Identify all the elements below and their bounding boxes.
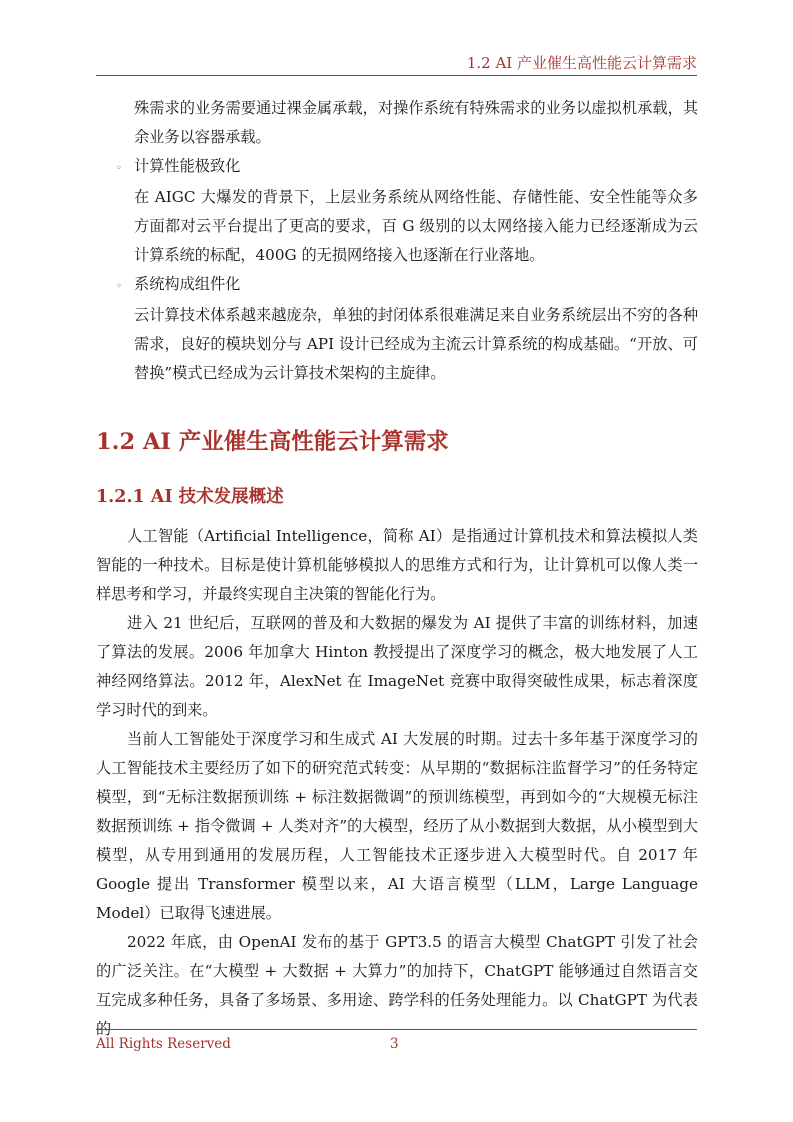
body-paragraph: 2022 年底，由 OpenAI 发布的基于 GPT3.5 的语言大模型 ChatGPT 引发了社会的广泛关注。在“大模型 + 大数据 + 大算力”的加持下，ChatGPT 能够通过自然语言交互完成多种任务，具备了多场景、多用途、跨学科的任务处理能力。以 ChatGPT 为代表的 bbox=[96, 933, 698, 1038]
body-paragraph: 当前人工智能处于深度学习和生成式 AI 大发展的时期。过去十多年基于深度学习的人工智能技术主要经历了如下的研究范式转变：从早期的“数据标注监督学习”的任务特定模型，到“无标注数据预训练 + 标注数据微调”的预训练模型，再到如今的“大规模无标注数据预训练 + 指令微调 + 人类对齐”的大模型，经历了从小数据到大数据，从小模型到大模型，从专用到通用的发展历程，人工智能技术正逐步进入大模型时代。自 2017 年 Google 提出 Transformer 模型以来，AI 大语言模型（LLM，Large Language Model）已取得飞速进展。 bbox=[96, 730, 698, 922]
page-body bbox=[96, 94, 698, 1044]
section-heading: 1.2 AI 产业催生高性能云计算需求 bbox=[96, 429, 449, 455]
bullet-circle-icon: ◦ bbox=[116, 281, 122, 292]
page-number: 3 bbox=[390, 1036, 399, 1052]
bullet-item bbox=[96, 152, 698, 183]
bullet-title: 系统构成组件化 bbox=[134, 275, 241, 293]
body-paragraph: 人工智能（Artificial Intelligence，简称 AI）是指通过计算机技术和算法模拟人类智能的一种技术。目标是使计算机能够模拟人的思维方式和行为，让计算机可以像人类一样思考和学习，并最终实现自主决策的智能化行为。 bbox=[96, 527, 698, 603]
header-rule bbox=[96, 75, 697, 76]
subsection-heading: 1.2.1 AI 技术发展概述 bbox=[96, 487, 284, 507]
bullet-text: 云计算技术体系越来越庞杂，单独的封闭体系很难满足来自业务系统层出不穷的各种需求，良好的模块划分与 API 设计已经成为主流云计算系统的构成基础。“开放、可替换”模式已经成为云计算技术架构的主旋律。 bbox=[134, 306, 698, 382]
running-header: 1.2 AI 产业催生高性能云计算需求 bbox=[466, 54, 697, 72]
bullet-circle-icon: ◦ bbox=[116, 163, 122, 174]
continuation-paragraph: 殊需求的业务需要通过裸金属承载，对操作系统有特殊需求的业务以虚拟机承载，其余业务以容器承载。 bbox=[134, 99, 698, 146]
body-paragraph: 进入 21 世纪后，互联网的普及和大数据的爆发为 AI 提供了丰富的训练材料，加速了算法的发展。2006 年加拿大 Hinton 教授提出了深度学习的概念，极大地发展了人工神经网络算法。2012 年，AlexNet 在 ImageNet 竞赛中取得突破性成果，标志着深度学习时代的到来。 bbox=[96, 614, 698, 719]
bullet-text: 在 AIGC 大爆发的背景下，上层业务系统从网络性能、存储性能、安全性能等众多方面都对云平台提出了更高的要求，百 G 级别的以太网络接入能力已经逐渐成为云计算系统的标配，400G 的无损网络接入也逐渐在行业落地。 bbox=[134, 188, 698, 264]
footer-rights: All Rights Reserved bbox=[96, 1036, 231, 1052]
bullet-title: 计算性能极致化 bbox=[134, 157, 241, 175]
footer-rule bbox=[96, 1029, 697, 1030]
bullet-item bbox=[96, 270, 698, 301]
